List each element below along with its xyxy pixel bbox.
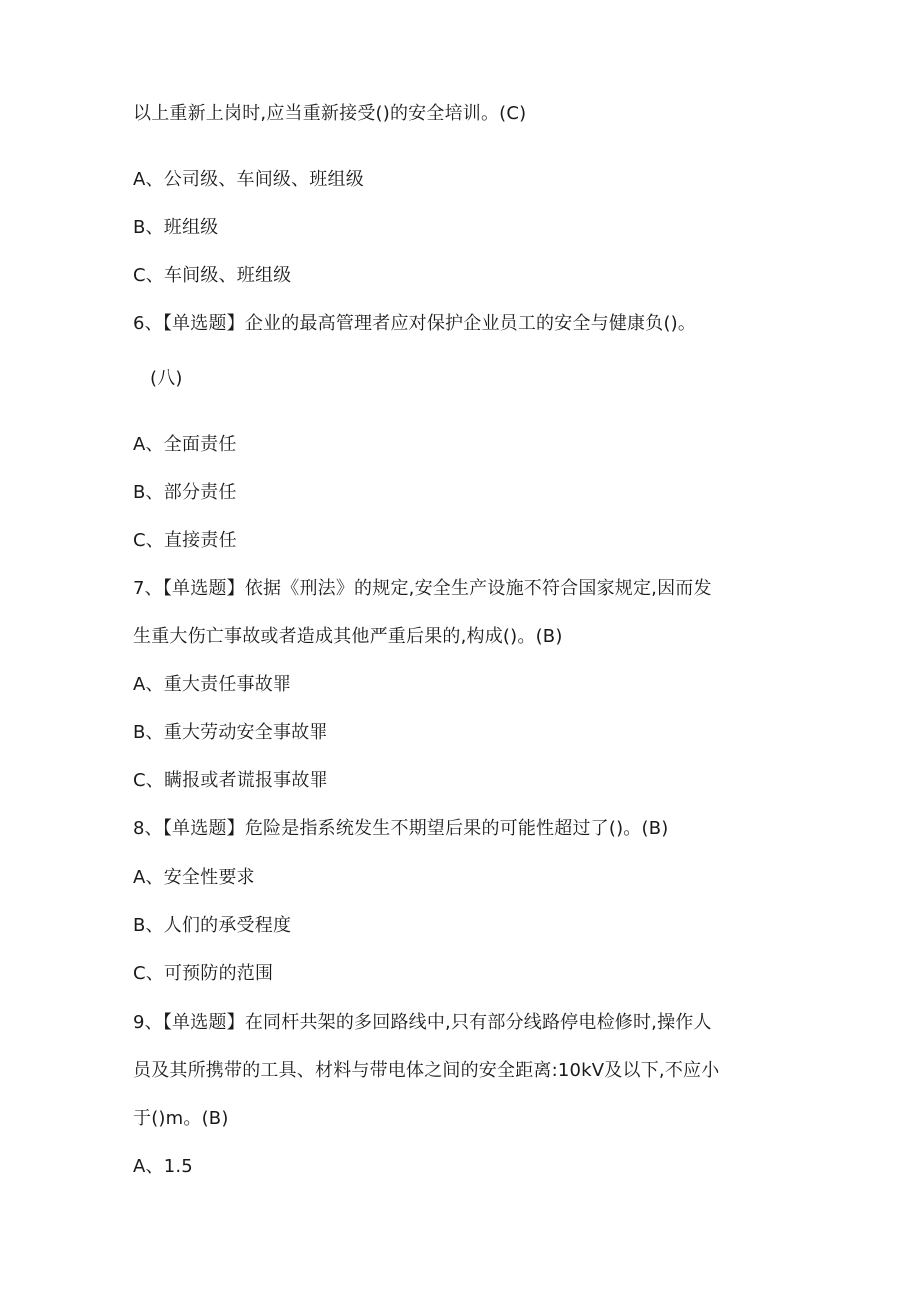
question-7-option-b: B、重大劳动安全事故罪	[133, 722, 328, 743]
question-6-option-b: B、部分责任	[133, 482, 237, 503]
question-8-stem: 8、【单选题】危险是指系统发生不期望后果的可能性超过了()。(B)	[133, 818, 669, 839]
question-6-option-a: A、全面责任	[133, 434, 237, 455]
question-8-option-a: A、安全性要求	[133, 867, 255, 888]
question-7-stem-line-1: 7、【单选题】依据《刑法》的规定,安全生产设施不符合国家规定,因而发	[133, 578, 712, 599]
question-7-option-a: A、重大责任事故罪	[133, 674, 292, 695]
question-9-stem-line-2: 员及其所携带的工具、材料与带电体之间的安全距离:10kV及以下,不应小	[133, 1060, 720, 1081]
question-8-option-b: B、人们的承受程度	[133, 915, 292, 936]
question-5-option-b: B、班组级	[133, 217, 219, 238]
question-6-answer: (八)	[150, 368, 183, 389]
question-6-stem: 6、【单选题】企业的最高管理者应对保护企业员工的安全与健康负()。	[133, 313, 697, 334]
question-9-option-a: A、1.5	[133, 1156, 193, 1177]
question-7-option-c: C、瞒报或者谎报事故罪	[133, 770, 328, 791]
question-7-stem-line-2: 生重大伤亡事故或者造成其他严重后果的,构成()。(B)	[133, 626, 563, 647]
question-5-option-c: C、车间级、班组级	[133, 265, 292, 286]
question-5-stem-continuation: 以上重新上岗时,应当重新接受()的安全培训。(C)	[133, 103, 527, 124]
question-5-option-a: A、公司级、车间级、班组级	[133, 169, 364, 190]
question-9-stem-line-1: 9、【单选题】在同杆共架的多回路线中,只有部分线路停电检修时,操作人	[133, 1012, 712, 1033]
question-8-option-c: C、可预防的范围	[133, 963, 274, 984]
question-9-stem-line-3: 于()m。(B)	[133, 1108, 229, 1129]
question-6-option-c: C、直接责任	[133, 530, 237, 551]
